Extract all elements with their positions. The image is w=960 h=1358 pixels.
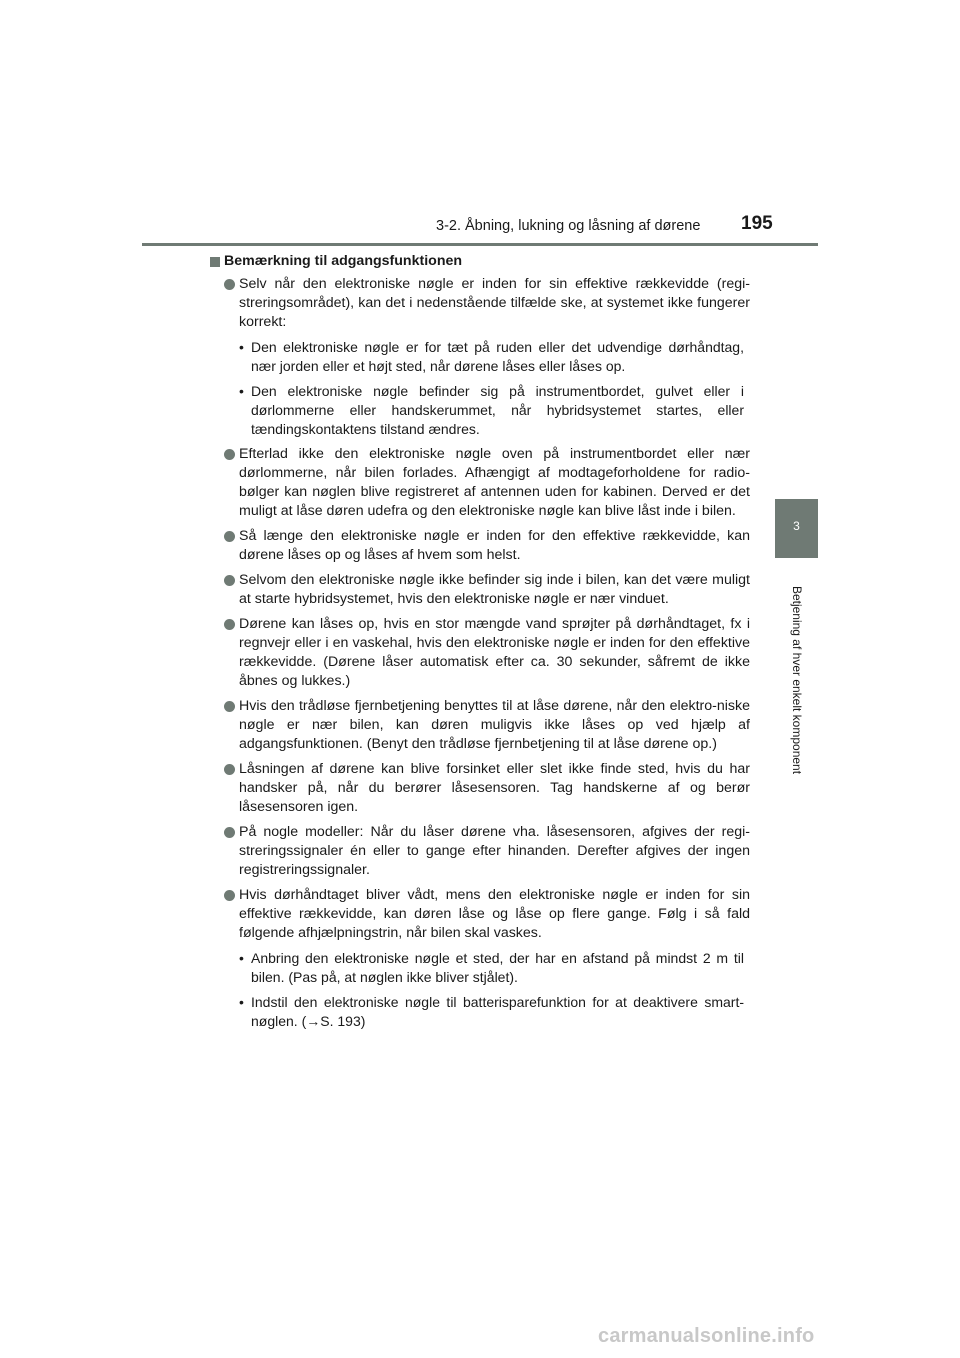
chapter-number: 3 <box>793 519 800 533</box>
sublist-item-text: Den elektroniske nøgle befinder sig på instrumentbordet, gulvet eller i dørlommerne eller handskerummet, når hybridsystemet startes, eller tændingskontaktens tilstand ændres. <box>251 383 744 437</box>
list-item-text: Selvom den elektroniske nøgle ikke befinder sig inde i bilen, kan det være muligt at starte hybridsystemet, hvis den elektroniske nøgle er nær vinduet. <box>239 572 750 607</box>
dot-bullet-icon: • <box>239 383 244 399</box>
circle-bullet-icon <box>224 890 235 901</box>
list-item-text: Hvis dørhåndtaget bliver vådt, mens den elektroniske nøgle er inden for sin effektive rækkevidde, kan døren låse og låse op flere gange. Følg i så fald følgende afhjælpningstrin, når bilen skal vaskes. <box>239 887 750 941</box>
sublist <box>239 338 750 439</box>
list-item <box>210 275 750 439</box>
chapter-tab <box>775 499 818 558</box>
circle-bullet-icon <box>224 531 235 542</box>
list-item <box>210 760 750 817</box>
circle-bullet-icon <box>224 575 235 586</box>
square-bullet-icon <box>210 257 220 267</box>
sublist-item <box>210 338 750 376</box>
circle-bullet-icon <box>224 764 235 775</box>
list-item-text: Dørene kan låses op, hvis en stor mængde vand sprøjter på dørhåndtaget, fx i regnvejr eller i en vaskehal, hvis den elektroniske nøgle er inden for den effektive rækkevidde. (Dørene låser automatisk efter ca. 30 sekunder, såfremt de ikke åbnes og lukkes.) <box>239 616 750 689</box>
sublist-item <box>210 382 750 439</box>
list-item <box>210 697 750 754</box>
list-item-text: Så længe den elektroniske nøgle er inden for den effektive rækkevidde, kan dørene låses op og låses af hvem som helst. <box>239 528 750 563</box>
dot-bullet-icon: • <box>239 950 244 966</box>
dot-bullet-icon: • <box>239 994 244 1010</box>
dot-bullet-icon: • <box>239 339 244 355</box>
circle-bullet-icon <box>224 279 235 290</box>
circle-bullet-icon <box>224 701 235 712</box>
list-item <box>210 615 750 691</box>
chapter-label: Betjening af hver enkelt komponent <box>790 585 804 775</box>
page-number: 195 <box>741 213 773 234</box>
list-item-text: Låsningen af dørene kan blive forsinket eller slet ikke finde sted, hvis du har handsker på, når du berører låsesensoren. Tag handskerne af og berør låsesensoren igen. <box>239 761 750 815</box>
list-item <box>210 823 750 880</box>
list-item <box>210 886 750 1031</box>
circle-bullet-icon <box>224 449 235 460</box>
section-heading <box>210 252 750 271</box>
sublist-item <box>210 993 750 1031</box>
list-item-text: Efterlad ikke den elektroniske nøgle oven på instrumentbordet eller nær dørlommerne, når bilen forlades. Afhængigt af modtageforholdene for radio-bølger kan nøglen blive registreret af antennen uden for kabinen. Derved er det muligt at låse døren udefra og den elektroniske nøgle kan blive låst inde i bilen. <box>239 446 750 519</box>
sublist-item-text: Anbring den elektroniske nøgle et sted, der har en afstand på mindst 2 m til bilen. (Pas på, at nøglen ikke bliver stjålet). <box>251 950 744 985</box>
section-heading-text: Bemærkning til adgangsfunktionen <box>224 253 463 269</box>
site-watermark: carmanualsonline.info <box>598 1325 815 1347</box>
list-item <box>210 571 750 609</box>
list-item <box>210 527 750 565</box>
sublist <box>239 949 750 1031</box>
main-content <box>210 252 750 1037</box>
circle-bullet-icon <box>224 827 235 838</box>
list-item-text: Hvis den trådløse fjernbetjening benyttes til at låse dørene, når den elektro-niske nøgle er nær bilen, kan døren muligvis ikke låses op ved hjælp af adgangsfunktionen. (Benyt den trådløse fjernbetjening til at låse dørene op.) <box>239 698 750 752</box>
sublist-item-text: Den elektroniske nøgle er for tæt på ruden eller det udvendige dørhåndtag, nær jorden eller et højt sted, når dørene låses eller låses op. <box>251 339 744 374</box>
header-rule <box>142 243 818 246</box>
list-item-text: Selv når den elektroniske nøgle er inden for sin effektive rækkevidde (regi-streringsområdet), kan det i nedenstående tilfælde ske, at systemet ikke fungerer korrekt: <box>239 276 750 330</box>
running-header-title: 3-2. Åbning, lukning og låsning af dørene <box>436 218 701 234</box>
list-item <box>210 445 750 521</box>
circle-bullet-icon <box>224 619 235 630</box>
list-item-text: På nogle modeller: Når du låser dørene vha. låsesensoren, afgives der regi-streringssignaler én eller to gange efter hinanden. Derefter afgives der ingen registreringssignaler. <box>239 824 750 878</box>
sublist-item-text: Indstil den elektroniske nøgle til batterisparefunktion for at deaktivere smart-nøglen. (→S. 193) <box>251 994 744 1029</box>
sublist-item <box>210 949 750 987</box>
